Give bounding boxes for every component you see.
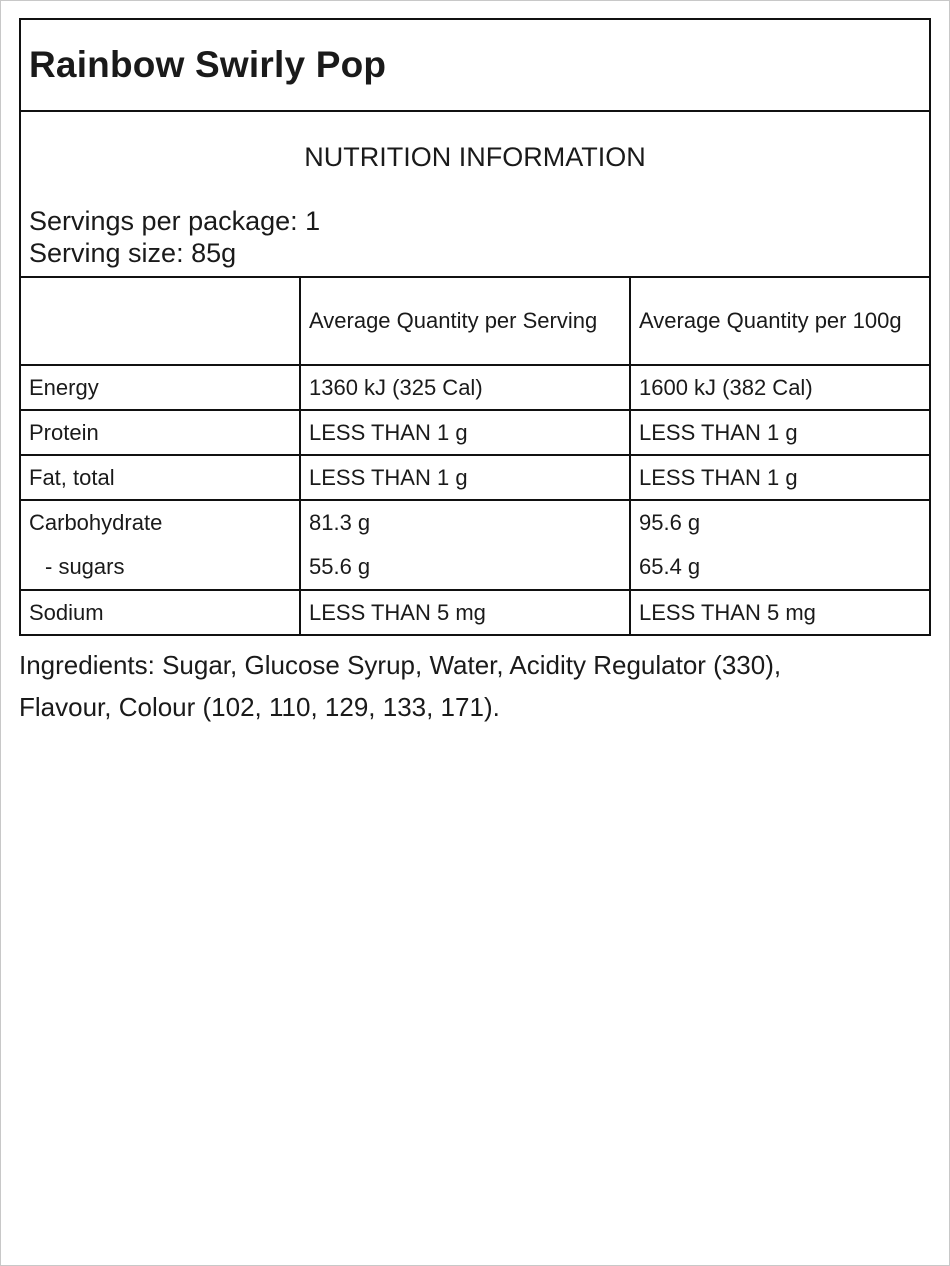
table-row — [21, 455, 929, 500]
product-title: Rainbow Swirly Pop — [29, 44, 387, 85]
per-100g-value: 65.4 g — [639, 554, 701, 579]
per-100g-value: LESS THAN 1 g — [630, 410, 929, 455]
table-row — [21, 410, 929, 455]
per-serving-value: 81.3 g — [309, 510, 371, 535]
row-label: Fat, total — [21, 455, 300, 500]
table-row — [21, 365, 929, 410]
sub-row-label: - sugars — [45, 554, 125, 579]
per-100g-value: LESS THAN 5 mg — [639, 599, 816, 625]
servings-per-package: Servings per package: 1 — [29, 206, 321, 236]
ingredients-text — [19, 644, 931, 728]
row-label: Sodium — [21, 590, 300, 634]
ingredients-line-1: Ingredients: Sugar, Glucose Syrup, Water, Acidity Regulator (330), — [19, 650, 782, 680]
per-100g-value: 1600 kJ (382 Cal) — [630, 365, 929, 410]
carbohydrate-label-cell — [21, 500, 300, 590]
nutrition-info-block — [21, 112, 929, 278]
row-label: Energy — [21, 365, 300, 410]
ingredients-line-2: Flavour, Colour (102, 110, 129, 133, 171). — [19, 692, 500, 722]
nutrition-panel — [19, 18, 931, 636]
serving-size: Serving size: 85g — [29, 238, 237, 268]
carbohydrate-serving-cell — [300, 500, 630, 590]
carbohydrate-100g-cell — [630, 500, 929, 590]
per-serving-value: LESS THAN 1 g — [300, 410, 630, 455]
per-100g-value: 95.6 g — [639, 510, 701, 535]
nutrition-heading: NUTRITION INFORMATION — [304, 142, 646, 172]
row-label: Carbohydrate — [29, 510, 163, 535]
table-row — [21, 590, 929, 634]
table-row — [21, 500, 929, 590]
per-100g-value: LESS THAN 1 g — [630, 455, 929, 500]
header-per-serving: Average Quantity per Serving — [300, 278, 630, 365]
header-empty-cell — [21, 278, 300, 365]
row-label: Protein — [21, 410, 300, 455]
table-header-row — [21, 278, 929, 365]
nutrition-table — [21, 278, 929, 634]
title-row — [21, 20, 929, 112]
per-serving-value: 1360 kJ (325 Cal) — [300, 365, 630, 410]
per-serving-value: LESS THAN 5 mg — [300, 590, 630, 634]
header-per-100g: Average Quantity per 100g — [630, 278, 929, 365]
per-serving-value: 55.6 g — [309, 554, 371, 579]
per-serving-value: LESS THAN 1 g — [300, 455, 630, 500]
